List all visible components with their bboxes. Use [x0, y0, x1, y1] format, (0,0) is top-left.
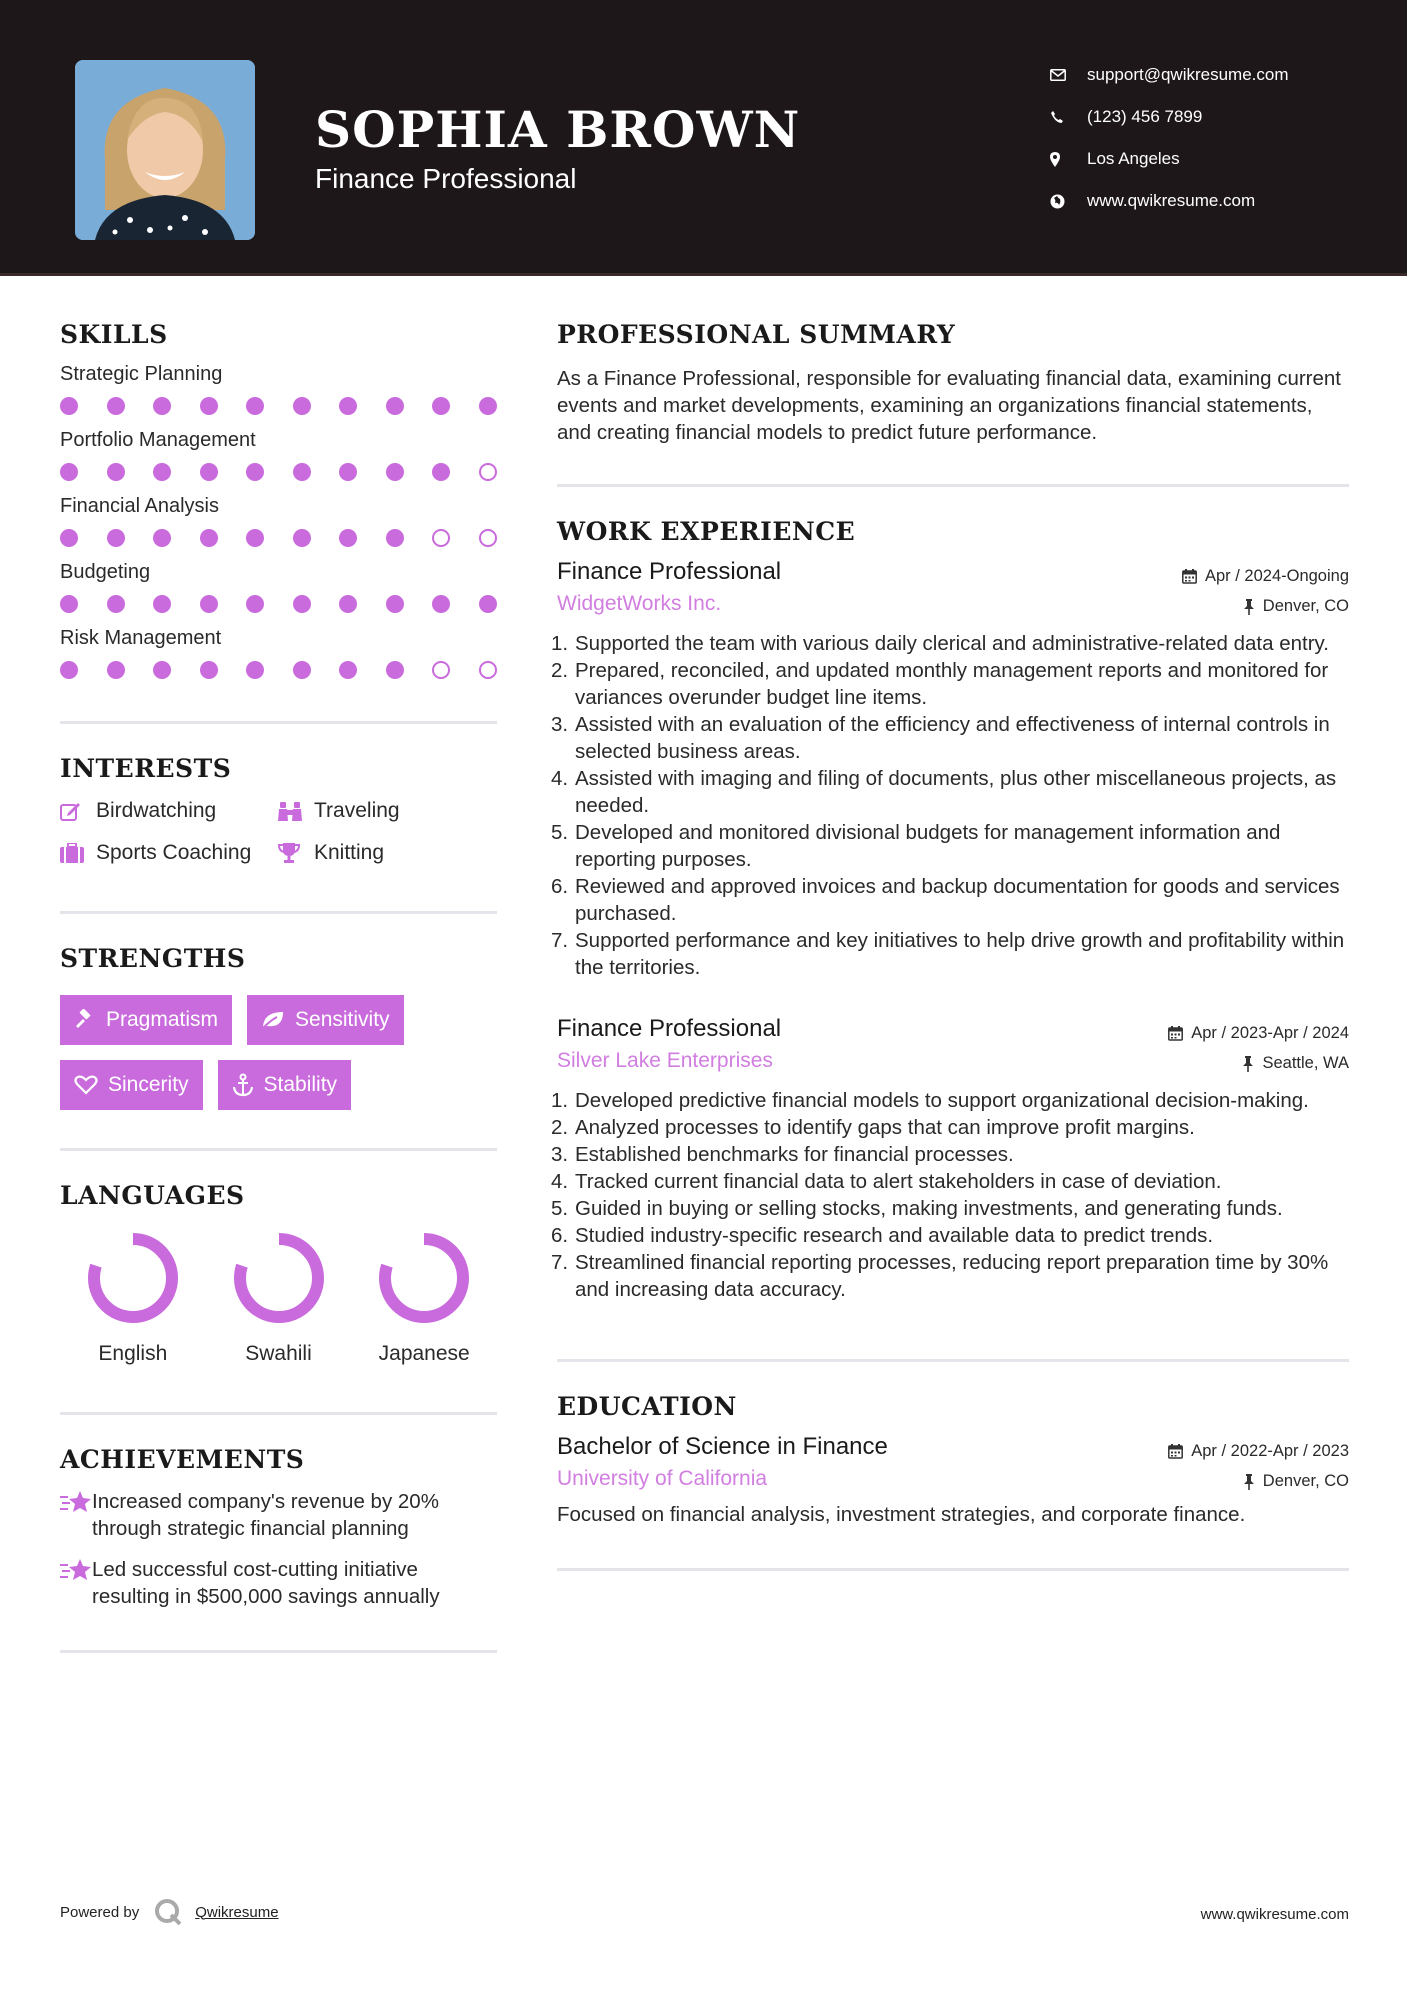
skill-item — [60, 627, 497, 679]
skill-dot-empty — [432, 529, 450, 547]
achievement-item: Increased company's revenue by 20% through strategic financial planning — [60, 1488, 497, 1542]
suitcase-icon — [60, 843, 96, 863]
job-date: Apr / 2024-Ongoing — [1182, 567, 1349, 586]
language-level-ring — [378, 1232, 470, 1324]
job-entry — [551, 1015, 1349, 1303]
achievement-item: Led successful cost-cutting initiative resulting in $500,000 savings annually — [60, 1556, 497, 1610]
skill-dot-filled — [153, 463, 171, 481]
list-item: 3. Assisted with an evaluation of the efficiency and effectiveness of internal controls in selected business areas. — [551, 713, 1330, 763]
job-title: Finance Professional — [557, 558, 782, 585]
list-item: 6. Studied industry-specific research and available data to predict trends. — [551, 1224, 1214, 1247]
skill-name: Financial Analysis — [60, 495, 219, 517]
skill-dot-filled — [200, 595, 218, 613]
leaf-icon — [261, 1010, 285, 1030]
achievements-title: ACHIEVEMENTS — [60, 1445, 305, 1474]
section-divider — [557, 1568, 1349, 1571]
education-location: Denver, CO — [1243, 1472, 1349, 1491]
interests-title: INTERESTS — [60, 754, 232, 783]
candidate-name: SOPHIA BROWN — [315, 100, 801, 159]
skill-dot-filled — [153, 529, 171, 547]
star-icon — [60, 1556, 92, 1610]
skill-dot-filled — [386, 661, 404, 679]
skill-dot-filled — [293, 595, 311, 613]
language-level-ring — [233, 1232, 325, 1324]
list-item: 2. Analyzed processes to identify gaps that can improve profit margins. — [551, 1116, 1195, 1139]
skill-dot-filled — [386, 529, 404, 547]
contact-location: Los Angeles — [1050, 138, 1380, 180]
achievements-list — [60, 1488, 497, 1610]
degree: Bachelor of Science in Finance — [557, 1433, 888, 1460]
skill-dot-filled — [107, 595, 125, 613]
skill-dot-filled — [60, 595, 78, 613]
skill-dot-filled — [432, 397, 450, 415]
skill-dot-filled — [107, 661, 125, 679]
job-date: Apr / 2023-Apr / 2024 — [1168, 1024, 1349, 1043]
skill-dot-filled — [60, 463, 78, 481]
skill-item — [60, 561, 497, 613]
strength-tag: Pragmatism — [60, 995, 232, 1045]
list-item: 7. Streamlined financial reporting processes, reducing report preparation time by 30% and increasing data accuracy. — [551, 1251, 1329, 1301]
skill-item — [60, 429, 497, 481]
list-item: 5. Guided in buying or selling stocks, making investments, and generating funds. — [551, 1197, 1283, 1220]
section-divider — [60, 721, 497, 724]
section-divider — [60, 911, 497, 914]
section-divider — [60, 1412, 497, 1415]
heart-icon — [74, 1075, 98, 1095]
list-item: 3. Established benchmarks for financial processes. — [551, 1143, 1014, 1166]
skill-rating — [60, 397, 497, 415]
right-column — [551, 320, 1349, 1571]
skill-dot-filled — [479, 397, 497, 415]
skill-name: Strategic Planning — [60, 363, 223, 385]
language-name: English — [98, 1342, 168, 1365]
left-column — [60, 320, 497, 1653]
skill-dot-filled — [107, 529, 125, 547]
list-item: 2. Prepared, reconciled, and updated monthly management reports and monitored for variances overunder budget line items. — [551, 659, 1329, 709]
list-item: 4. Assisted with imaging and filing of documents, plus other miscellaneous projects, as needed. — [551, 767, 1337, 817]
star-icon — [60, 1488, 92, 1542]
education-date: Apr / 2022-Apr / 2023 — [1168, 1442, 1349, 1461]
language-item — [60, 1232, 206, 1366]
strength-tag: Sensitivity — [247, 995, 404, 1045]
language-item — [351, 1232, 497, 1366]
job-duties — [551, 1087, 1349, 1303]
skill-name: Budgeting — [60, 561, 151, 583]
section-divider — [557, 1359, 1349, 1362]
education-description: Focused on financial analysis, investment strategies, and corporate finance. — [557, 1503, 1246, 1526]
contact-list — [1050, 54, 1380, 222]
map-marker-icon — [1050, 152, 1087, 167]
strength-tag: Stability — [218, 1060, 352, 1110]
skill-dot-filled — [200, 529, 218, 547]
skill-dot-filled — [246, 529, 264, 547]
pin-icon — [1242, 1056, 1254, 1072]
skill-dot-filled — [200, 463, 218, 481]
candidate-role: Finance Professional — [315, 163, 577, 194]
summary-text: As a Finance Professional, responsible for evaluating financial data, examining current events and market developments, examining an organizations financial statements, and creating financial models to predict future performance. — [557, 367, 1341, 444]
profile-photo — [75, 60, 255, 240]
language-item — [206, 1232, 352, 1366]
strengths-title: STRENGTHS — [60, 944, 246, 973]
section-divider — [557, 484, 1349, 487]
job-duties — [551, 630, 1349, 981]
experience-title: WORK EXPERIENCE — [557, 517, 856, 546]
skill-dot-filled — [246, 463, 264, 481]
languages-list — [60, 1232, 497, 1366]
skill-dot-filled — [479, 595, 497, 613]
job-location: Denver, CO — [1243, 597, 1349, 616]
interest-item: Sports Coaching — [60, 841, 278, 865]
language-level-ring — [87, 1232, 179, 1324]
education-title: EDUCATION — [557, 1392, 737, 1421]
skill-dot-filled — [293, 397, 311, 415]
skill-dot-empty — [432, 661, 450, 679]
job-entry — [551, 558, 1349, 981]
skill-dot-filled — [432, 595, 450, 613]
skill-dot-filled — [153, 661, 171, 679]
skill-dot-filled — [60, 661, 78, 679]
qwikresume-logo-icon — [153, 1897, 183, 1927]
list-item: 1. Developed predictive financial models to support organizational decision-making. — [551, 1089, 1309, 1112]
skill-rating — [60, 529, 497, 547]
skill-dot-filled — [60, 397, 78, 415]
contact-email[interactable]: support@qwikresume.com — [1050, 54, 1380, 96]
edit-icon — [60, 801, 96, 821]
skill-name: Risk Management — [60, 627, 222, 649]
skill-dot-empty — [479, 463, 497, 481]
skill-dot-filled — [432, 463, 450, 481]
calendar-icon — [1182, 569, 1197, 584]
skill-dot-filled — [339, 661, 357, 679]
skill-dot-filled — [107, 397, 125, 415]
interests-list — [60, 799, 497, 865]
education-entry — [557, 1433, 1349, 1528]
job-location: Seattle, WA — [1242, 1054, 1349, 1073]
skill-dot-filled — [200, 661, 218, 679]
contact-website[interactable]: www.qwikresume.com — [1050, 180, 1380, 222]
skill-rating — [60, 595, 497, 613]
skill-dot-filled — [107, 463, 125, 481]
skill-rating — [60, 463, 497, 481]
resume-header — [0, 0, 1407, 276]
section-divider — [60, 1650, 497, 1653]
skill-dot-filled — [246, 397, 264, 415]
skill-item — [60, 495, 497, 547]
skill-dot-filled — [153, 397, 171, 415]
language-name: Swahili — [245, 1342, 312, 1365]
company-name: WidgetWorks Inc. — [557, 592, 722, 615]
skill-dot-filled — [339, 463, 357, 481]
anchor-icon — [232, 1073, 254, 1097]
language-name: Japanese — [378, 1342, 470, 1365]
company-name: Silver Lake Enterprises — [557, 1049, 773, 1072]
school-name: University of California — [557, 1467, 768, 1490]
footer-site[interactable]: www.qwikresume.com — [1200, 1906, 1349, 1923]
skill-dot-filled — [293, 529, 311, 547]
skill-dot-filled — [293, 661, 311, 679]
skill-dot-empty — [479, 661, 497, 679]
list-item: 1. Supported the team with various daily clerical and administrative-related data entry. — [551, 632, 1329, 655]
list-item: 5. Developed and monitored divisional budgets for management information and reporting purposes. — [551, 821, 1281, 871]
envelope-icon — [1050, 69, 1087, 81]
skill-dot-filled — [153, 595, 171, 613]
phone-icon — [1050, 110, 1087, 124]
skill-dot-filled — [339, 595, 357, 613]
skill-dot-filled — [386, 595, 404, 613]
languages-title: LANGUAGES — [60, 1181, 245, 1210]
globe-icon — [1050, 194, 1087, 209]
footer-powered-by: Powered by Qwikresume — [60, 1897, 279, 1927]
summary-title: PROFESSIONAL SUMMARY — [557, 320, 956, 349]
trophy-icon — [278, 842, 314, 864]
contact-phone[interactable]: (123) 456 7899 — [1050, 96, 1380, 138]
strength-tag: Sincerity — [60, 1060, 203, 1110]
skill-dot-filled — [339, 529, 357, 547]
skills-list — [60, 363, 497, 679]
strengths-list — [60, 995, 497, 1110]
skill-dot-filled — [339, 397, 357, 415]
skill-dot-filled — [246, 595, 264, 613]
calendar-icon — [1168, 1026, 1183, 1041]
skills-title: SKILLS — [60, 320, 168, 349]
skill-dot-filled — [386, 463, 404, 481]
skill-dot-filled — [293, 463, 311, 481]
gavel-icon — [74, 1009, 96, 1031]
skill-name: Portfolio Management — [60, 429, 256, 451]
interest-item: Traveling — [278, 799, 478, 823]
skill-item — [60, 363, 497, 415]
list-item: 7. Supported performance and key initiatives to help drive growth and profitability within the territories. — [551, 929, 1345, 979]
skill-rating — [60, 661, 497, 679]
interest-item: Knitting — [278, 841, 478, 865]
skill-dot-filled — [246, 661, 264, 679]
binoculars-icon — [278, 800, 314, 822]
skill-dot-filled — [200, 397, 218, 415]
footer-brand-link[interactable]: Qwikresume — [195, 1903, 279, 1921]
pin-icon — [1243, 1474, 1255, 1490]
skill-dot-empty — [479, 529, 497, 547]
section-divider — [60, 1148, 497, 1151]
pin-icon — [1243, 599, 1255, 615]
list-item: 6. Reviewed and approved invoices and backup documentation for goods and services purchased. — [551, 875, 1340, 925]
skill-dot-filled — [386, 397, 404, 415]
calendar-icon — [1168, 1444, 1183, 1459]
list-item: 4. Tracked current financial data to alert stakeholders in case of deviation. — [551, 1170, 1222, 1193]
interest-item: Birdwatching — [60, 799, 278, 823]
job-title: Finance Professional — [557, 1015, 782, 1042]
skill-dot-filled — [60, 529, 78, 547]
